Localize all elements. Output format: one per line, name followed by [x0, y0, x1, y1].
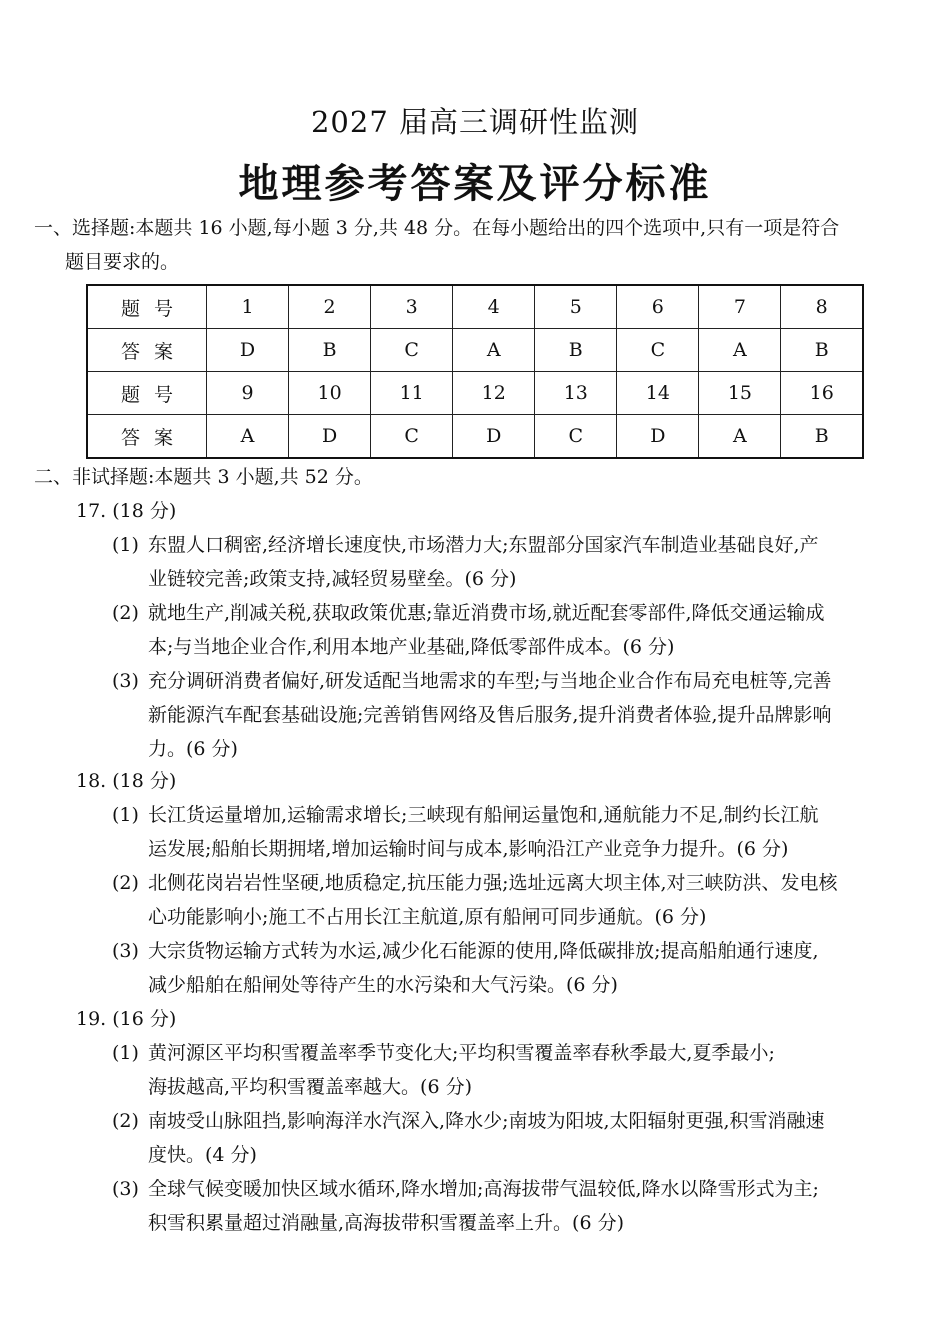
answer-cell: A — [699, 415, 781, 459]
question-17-heading: 17. (18 分) — [76, 500, 177, 522]
answer-cell: D — [617, 415, 699, 459]
answer-item — [112, 934, 918, 1002]
item-text-line: 积雪积累量超过消融量,高海拔带积雪覆盖率上升。(6 分) — [148, 1212, 624, 1234]
item-number: (3) — [112, 1178, 139, 1200]
answer-cell: D — [289, 415, 371, 459]
item-text-line: 海拔越高,平均积雪覆盖率越大。(6 分) — [148, 1076, 472, 1098]
item-number: (2) — [112, 602, 139, 624]
exam-subtitle: 2027 届高三调研性监测 — [310, 105, 640, 139]
answer-cell: B — [781, 415, 863, 459]
question-number: 13 — [535, 372, 617, 415]
section-2-instructions: 二、非试择题:本题共 3 小题,共 52 分。 — [34, 466, 373, 488]
item-number: (1) — [112, 1042, 139, 1064]
question-number: 4 — [453, 285, 535, 329]
item-text-line: 南坡受山脉阻挡,影响海洋水汽深入,降水少;南坡为阳坡,太阳辐射更强,积雪消融速 — [148, 1110, 825, 1132]
answer-item — [112, 664, 918, 766]
item-text-line: 心功能影响小;施工不占用长江主航道,原有船闸可同步通航。(6 分) — [148, 906, 707, 928]
question-number: 12 — [453, 372, 535, 415]
question-18-heading: 18. (18 分) — [76, 770, 177, 792]
answer-header: 答案 — [87, 329, 207, 372]
question-number-header: 题号 — [87, 372, 207, 415]
question-number: 14 — [617, 372, 699, 415]
item-number: (2) — [112, 872, 139, 894]
item-text-line: 本;与当地企业合作,利用本地产业基础,降低零部件成本。(6 分) — [148, 636, 675, 658]
document-title: 地理参考答案及评分标准 — [238, 161, 712, 207]
answer-cell: D — [453, 415, 535, 459]
question-number: 16 — [781, 372, 863, 415]
item-text-line: 减少船舶在船闸处等待产生的水污染和大气污染。(6 分) — [148, 974, 618, 996]
answer-item — [112, 1104, 918, 1172]
table-row-numbers-2 — [87, 372, 863, 415]
question-number-header: 题号 — [87, 285, 207, 329]
item-number: (1) — [112, 534, 139, 556]
answer-cell: A — [453, 329, 535, 372]
item-text-line: 充分调研消费者偏好,研发适配当地需求的车型;与当地企业合作布局充电桩等,完善 — [148, 670, 832, 692]
table-row-numbers-1 — [87, 285, 863, 329]
table-row-answers-1 — [87, 329, 863, 372]
question-number: 11 — [371, 372, 453, 415]
item-text-line: 度快。(4 分) — [148, 1144, 257, 1166]
question-number: 3 — [371, 285, 453, 329]
item-text-line: 大宗货物运输方式转为水运,减少化石能源的使用,降低碳排放;提高船舶通行速度, — [148, 940, 819, 962]
item-number: (1) — [112, 804, 139, 826]
question-number: 6 — [617, 285, 699, 329]
item-text-line: 长江货运量增加,运输需求增长;三峡现有船闸运量饱和,通航能力不足,制约长江航 — [148, 804, 819, 826]
item-text-line: 运发展;船舶长期拥堵,增加运输时间与成本,影响沿江产业竞争力提升。(6 分) — [148, 838, 789, 860]
answer-table — [86, 284, 864, 459]
section-1-line-1: 一、选择题:本题共 16 小题,每小题 3 分,共 48 分。在每小题给出的四个选项中,只有一项是符合 — [34, 217, 840, 239]
item-text-line: 黄河源区平均积雪覆盖率季节变化大;平均积雪覆盖率春秋季最大,夏季最小; — [148, 1042, 775, 1064]
answer-cell: C — [617, 329, 699, 372]
answer-cell: B — [781, 329, 863, 372]
answer-cell: C — [535, 415, 617, 459]
item-number: (2) — [112, 1110, 139, 1132]
question-number: 9 — [207, 372, 289, 415]
answer-cell: C — [371, 329, 453, 372]
item-text-line: 新能源汽车配套基础设施;完善销售网络及售后服务,提升消费者体验,提升品牌影响 — [148, 704, 832, 726]
section-1-line-2: 题目要求的。 — [65, 251, 180, 273]
question-number: 10 — [289, 372, 371, 415]
answer-header: 答案 — [87, 415, 207, 459]
answer-item — [112, 528, 918, 596]
question-number: 2 — [289, 285, 371, 329]
table-row-answers-2 — [87, 415, 863, 459]
answer-cell: A — [699, 329, 781, 372]
item-text-line: 力。(6 分) — [148, 738, 238, 760]
answer-item — [112, 1036, 918, 1104]
answer-item — [112, 596, 918, 664]
item-number: (3) — [112, 670, 139, 692]
answer-cell: D — [207, 329, 289, 372]
answer-item — [112, 866, 918, 934]
question-number: 7 — [699, 285, 781, 329]
item-text-line: 就地生产,削减关税,获取政策优惠;靠近消费市场,就近配套零部件,降低交通运输成 — [148, 602, 825, 624]
answer-cell: C — [371, 415, 453, 459]
answer-cell: B — [535, 329, 617, 372]
question-number: 5 — [535, 285, 617, 329]
question-19-heading: 19. (16 分) — [76, 1008, 177, 1030]
section-1-instructions — [34, 211, 918, 279]
item-text-line: 北侧花岗岩岩性坚硬,地质稳定,抗压能力强;选址远离大坝主体,对三峡防洪、发电核 — [148, 872, 838, 894]
item-text-line: 全球气候变暖加快区域水循环,降水增加;高海拔带气温较低,降水以降雪形式为主; — [148, 1178, 819, 1200]
item-text-line: 业链较完善;政策支持,减轻贸易壁垒。(6 分) — [148, 568, 517, 590]
answer-item — [112, 1172, 918, 1240]
item-number: (3) — [112, 940, 139, 962]
answer-item — [112, 798, 918, 866]
answer-cell: B — [289, 329, 371, 372]
question-number: 15 — [699, 372, 781, 415]
question-number: 1 — [207, 285, 289, 329]
question-number: 8 — [781, 285, 863, 329]
item-text-line: 东盟人口稠密,经济增长速度快,市场潜力大;东盟部分国家汽车制造业基础良好,产 — [148, 534, 819, 556]
answer-cell: A — [207, 415, 289, 459]
